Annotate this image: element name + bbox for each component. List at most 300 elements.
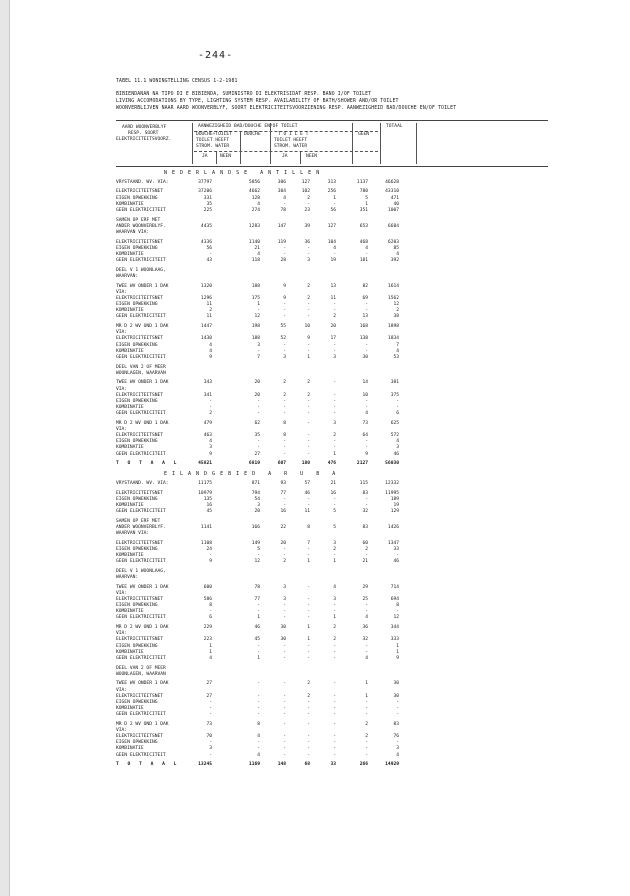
cell-value: 12 (254, 314, 260, 320)
cell-value: - (283, 251, 286, 257)
cell-value: 12332 (385, 480, 399, 486)
cell-value: - (333, 681, 336, 687)
cell-value: - (283, 706, 286, 712)
cell-value: - (283, 411, 286, 417)
cell-value: 344 (390, 625, 399, 631)
row-label: VIA: (116, 687, 128, 693)
cell-value: 37797 (198, 179, 212, 185)
cell-value: 1 (333, 615, 336, 621)
cell-value: 35 (254, 433, 260, 439)
row-label: MR D 2 WV OND 1 DAK (116, 324, 169, 330)
row-label: EIGEN OPWEKKING (116, 195, 158, 201)
cell-value: - (257, 609, 260, 615)
cell-value: 1 (257, 302, 260, 308)
cell-value: 149 (251, 540, 260, 546)
cell-value: 4 (209, 342, 212, 348)
table-header (116, 120, 548, 167)
row-label: GEEN ELEKTRICITEIT (116, 207, 166, 213)
total-row (116, 762, 556, 768)
cell-value: - (307, 752, 310, 758)
cell-value: 9 (209, 559, 212, 565)
cell-value: 3 (257, 342, 260, 348)
cell-value: - (365, 552, 368, 558)
cell-value: 256 (327, 189, 336, 195)
cell-value: 471 (390, 195, 399, 201)
cell-value: 4 (396, 348, 399, 354)
cell-value: 16 (280, 508, 286, 514)
cell-value: 2 (333, 637, 336, 643)
cell-value: 2 (283, 380, 286, 386)
cell-value: 11175 (198, 480, 212, 486)
cell-value: - (396, 699, 399, 705)
header-neen-2: NEEN (306, 154, 318, 159)
cell-value: 3 (333, 596, 336, 602)
cell-value: 11 (330, 295, 336, 301)
cell-value: 1296 (200, 295, 212, 301)
cell-value: - (307, 655, 310, 661)
cell-value: 70 (206, 734, 212, 740)
cell-value: 2 (307, 681, 310, 687)
cell-value: 586 (203, 596, 212, 602)
row-label: GEEN ELEKTRICITEIT (116, 354, 166, 360)
cell-value: 53 (393, 354, 399, 360)
cell-value: 331 (203, 195, 212, 201)
row-label: WOONLAGEN, WAARVAN (116, 671, 166, 677)
row-label: EIGEN OPWEKKING (116, 398, 158, 404)
cell-value: 6684 (387, 223, 399, 229)
row-label: VIA: (116, 386, 128, 392)
row-label: ELEKTRICITEITSNET (116, 693, 164, 699)
cell-value: 83 (362, 490, 368, 496)
cell-value: 12 (254, 559, 260, 565)
cell-value: - (333, 404, 336, 410)
cell-value: 1898 (387, 324, 399, 330)
cell-value: - (333, 655, 336, 661)
header-divider (270, 123, 271, 164)
cell-value: 4 (209, 655, 212, 661)
cell-value: - (307, 740, 310, 746)
row-label: EIGEN OPWEKKING (116, 342, 158, 348)
header-divider (380, 123, 381, 164)
cell-value: 375 (390, 392, 399, 398)
cell-value: - (307, 609, 310, 615)
cell-value: 1283 (248, 223, 260, 229)
row-label: KOMBINATIE (116, 706, 144, 712)
cell-value: 8 (283, 433, 286, 439)
cell-value: - (283, 398, 286, 404)
cell-value: 9 (307, 336, 310, 342)
cell-value: - (283, 496, 286, 502)
cell-value: 341 (203, 392, 212, 398)
cell-value: - (365, 308, 368, 314)
header-toilet: T O I L E T (278, 132, 309, 137)
cell-value: - (307, 201, 310, 207)
cell-value: 4 (257, 201, 260, 207)
cell-value: 168 (359, 324, 368, 330)
header-ja-2: JA (282, 154, 288, 159)
cell-value: 21 (362, 559, 368, 565)
cell-value: 1169 (248, 762, 260, 768)
cell-value: 21 (330, 480, 336, 486)
cell-value: 3 (396, 445, 399, 451)
title-dutch: WOONVERBLIJVEN NAAR AARD WOONVERBLYF, SOORT ELEKTRICITEITSVOORZIENING RESP. AANWEZIGHEID BAD/DOUCHE EN/OF TOILET (116, 106, 457, 111)
cell-value: - (365, 445, 368, 451)
cell-value: - (307, 420, 310, 426)
cell-value: - (365, 302, 368, 308)
cell-value: - (333, 392, 336, 398)
cell-value: 1 (365, 201, 368, 207)
cell-value: 1 (209, 649, 212, 655)
cell-value: 7 (307, 540, 310, 546)
cell-value: 1614 (387, 283, 399, 289)
cell-value: 52 (280, 336, 286, 342)
cell-value: 4 (396, 752, 399, 758)
cell-value: 85 (393, 245, 399, 251)
cell-value: - (365, 496, 368, 502)
cell-value: 83 (393, 721, 399, 727)
cell-value: 93 (280, 480, 286, 486)
cell-value: 225 (203, 207, 212, 213)
cell-value: 43 (206, 258, 212, 264)
cell-value: 351 (359, 207, 368, 213)
cell-value: 1 (307, 559, 310, 565)
cell-value: - (307, 643, 310, 649)
cell-value: 1007 (387, 207, 399, 213)
cell-value: 11995 (385, 490, 399, 496)
cell-value: - (307, 398, 310, 404)
cell-value: 3 (209, 445, 212, 451)
cell-value: - (209, 609, 212, 615)
cell-value: - (365, 404, 368, 410)
row-label: MR D 2 WV OND 1 DAK (116, 625, 169, 631)
cell-value: 2 (283, 392, 286, 398)
cell-value: 77 (254, 596, 260, 602)
cell-value: - (307, 411, 310, 417)
cell-value: 6819 (248, 461, 260, 467)
cell-value: 1141 (200, 524, 212, 530)
cell-value: 4 (365, 411, 368, 417)
cell-value: - (257, 398, 260, 404)
cell-value: 4 (333, 245, 336, 251)
row-label: ELEKTRICITEITSNET (116, 540, 164, 546)
cell-value: 77 (280, 490, 286, 496)
cell-value: 20 (254, 380, 260, 386)
cell-value: 8 (209, 603, 212, 609)
header-group-label: AANWEZIGHEID BAD/DOUCHE EN/OF TOILET (198, 124, 298, 129)
cell-value: 1430 (200, 336, 212, 342)
row-label: VIA: (116, 728, 128, 734)
cell-value: 83 (362, 524, 368, 530)
cell-value: 46 (254, 625, 260, 631)
row-label: MR D 2 WV OND 1 DAK (116, 420, 169, 426)
cell-value: 5 (257, 546, 260, 552)
cell-value: - (283, 308, 286, 314)
row-label: T O T A A L (116, 762, 180, 768)
table-body (116, 170, 556, 768)
cell-value: 4 (209, 348, 212, 354)
cell-value: 2 (365, 721, 368, 727)
cell-value: 3 (333, 354, 336, 360)
cell-value: - (283, 546, 286, 552)
cell-value: - (283, 693, 286, 699)
cell-value: 30 (393, 693, 399, 699)
cell-value: - (396, 404, 399, 410)
cell-value: - (307, 552, 310, 558)
cell-value: - (209, 699, 212, 705)
cell-value: - (257, 649, 260, 655)
cell-value: - (283, 302, 286, 308)
cell-value: 392 (390, 258, 399, 264)
cell-value: 40 (393, 201, 399, 207)
cell-value: 55 (280, 324, 286, 330)
row-label: NEDERLANDSE ANTILLEN (164, 170, 325, 176)
cell-value: 46 (393, 451, 399, 457)
cell-value: 43310 (385, 189, 399, 195)
cell-value: 1 (333, 559, 336, 565)
row-label: ELEKTRICITEITSNET (116, 295, 164, 301)
cell-value: 4 (365, 655, 368, 661)
cell-value: 82 (362, 283, 368, 289)
cell-value: - (283, 603, 286, 609)
cell-value: 135 (203, 496, 212, 502)
header-divider (192, 123, 193, 164)
cell-value: 16 (206, 502, 212, 508)
cell-value: 25 (362, 596, 368, 602)
row-label: ELEKTRICITEITSNET (116, 239, 164, 245)
cell-value: - (307, 439, 310, 445)
cell-value: - (307, 699, 310, 705)
header-type-line-1: AARD WOONVERBLYF (122, 125, 167, 130)
cell-value: - (283, 721, 286, 727)
cell-value: 27 (254, 451, 260, 457)
cell-value: 2 (307, 392, 310, 398)
cell-value: 9 (396, 655, 399, 661)
row-label: VIA: (116, 289, 128, 295)
cell-value: - (209, 712, 212, 718)
cell-value: - (283, 643, 286, 649)
cell-value: - (257, 693, 260, 699)
cell-value: 56030 (385, 461, 399, 467)
cell-value: 36 (362, 625, 368, 631)
cell-value: 60 (362, 540, 368, 546)
cell-value: 3 (307, 258, 310, 264)
cell-value: - (209, 404, 212, 410)
cell-value: 10 (304, 324, 310, 330)
cell-value: 2 (307, 195, 310, 201)
cell-value: 2 (365, 734, 368, 740)
cell-value: - (333, 342, 336, 348)
cell-value: - (283, 445, 286, 451)
cell-value: - (307, 712, 310, 718)
cell-value: - (365, 746, 368, 752)
cell-value: - (396, 552, 399, 558)
cell-value: 5856 (248, 179, 260, 185)
cell-value: - (365, 348, 368, 354)
cell-value: 871 (251, 480, 260, 486)
cell-value: 274 (251, 207, 260, 213)
cell-value: - (283, 615, 286, 621)
cell-value: 2 (307, 693, 310, 699)
cell-value: 333 (390, 637, 399, 643)
cell-value: - (257, 404, 260, 410)
cell-value: - (333, 439, 336, 445)
cell-value: - (209, 398, 212, 404)
header-totaal: TOTAAL (386, 124, 403, 129)
scan-page-edge (0, 0, 10, 896)
cell-value: - (283, 439, 286, 445)
cell-value: 17 (330, 336, 336, 342)
cell-value: 229 (203, 625, 212, 631)
cell-value: 1 (307, 637, 310, 643)
cell-value: 104 (327, 239, 336, 245)
row-label: EIGEN OPWEKKING (116, 439, 158, 445)
cell-value: 7 (257, 354, 260, 360)
cell-value: - (333, 308, 336, 314)
cell-value: 118 (251, 258, 260, 264)
cell-value: 115 (359, 480, 368, 486)
cell-value: 4 (365, 245, 368, 251)
cell-value: - (307, 496, 310, 502)
cell-value: 73 (206, 721, 212, 727)
row-label: EIGEN OPWEKKING (116, 546, 158, 552)
cell-value: 45 (254, 637, 260, 643)
cell-value: - (283, 746, 286, 752)
row-label: KOMBINATIE (116, 308, 144, 314)
cell-value: - (283, 752, 286, 758)
row-label: T O T A A L (116, 461, 180, 467)
header-strom-water-2: STROM. WATER (274, 144, 308, 149)
cell-value: 73 (362, 420, 368, 426)
cell-value: 4 (396, 251, 399, 257)
cell-value: 148 (277, 762, 286, 768)
cell-value: - (307, 302, 310, 308)
cell-value: - (283, 681, 286, 687)
cell-value: 9 (365, 451, 368, 457)
header-geen: GEEN (358, 132, 370, 137)
cell-value: 127 (327, 223, 336, 229)
cell-value: - (396, 712, 399, 718)
cell-value: - (307, 706, 310, 712)
cell-value: 694 (390, 596, 399, 602)
row-label: WAARVAN VIA: (116, 229, 150, 235)
cell-value: - (257, 706, 260, 712)
cell-value: 2 (283, 559, 286, 565)
row-label: TWEE WV ONDER 1 DAK (116, 584, 169, 590)
row-label: GEEN ELEKTRICITEIT (116, 314, 166, 320)
cell-value: 62 (254, 420, 260, 426)
cell-value: 198 (251, 324, 260, 330)
cell-value: - (283, 245, 286, 251)
cell-value: - (333, 649, 336, 655)
row-label: EIGEN OPWEKKING (116, 740, 158, 746)
cell-value: - (365, 398, 368, 404)
cell-value: 4 (283, 195, 286, 201)
cell-value: - (333, 752, 336, 758)
header-neen-1: NEEN (220, 154, 232, 159)
cell-value: - (307, 314, 310, 320)
cell-value: - (333, 380, 336, 386)
cell-value: 1447 (200, 324, 212, 330)
cell-value: 57 (304, 480, 310, 486)
row-label: ANDER WOONVERBLYF. (116, 524, 166, 530)
cell-value: 625 (390, 420, 399, 426)
cell-value: 653 (359, 223, 368, 229)
cell-value: - (307, 451, 310, 457)
cell-value: - (396, 609, 399, 615)
cell-value: - (365, 603, 368, 609)
cell-value: 1 (257, 615, 260, 621)
row-label: GEEN ELEKTRICITEIT (116, 655, 166, 661)
cell-value: 2 (396, 308, 399, 314)
row-label: GEEN ELEKTRICITEIT (116, 508, 166, 514)
cell-value: - (396, 398, 399, 404)
header-divider (416, 123, 417, 164)
cell-value: - (333, 721, 336, 727)
cell-value: 30 (280, 637, 286, 643)
cell-value: - (333, 411, 336, 417)
cell-value: 10979 (198, 490, 212, 496)
cell-value: 19 (330, 258, 336, 264)
cell-value: - (307, 445, 310, 451)
cell-value: 6203 (387, 239, 399, 245)
cell-value: - (257, 308, 260, 314)
cell-value: 7 (396, 342, 399, 348)
row-label: ELEKTRICITEITSNET (116, 189, 164, 195)
header-toilet-heeft-2: TOILET HEEFT (274, 138, 308, 143)
cell-value: 13 (362, 314, 368, 320)
cell-value: 2 (333, 314, 336, 320)
cell-value: - (283, 201, 286, 207)
cell-value: 33 (330, 762, 336, 768)
row-label: ELEKTRICITEITSNET (116, 433, 164, 439)
cell-value: 1 (333, 195, 336, 201)
cell-value: - (333, 734, 336, 740)
row-label: DEEL VAN 2 OF MEER (116, 364, 166, 370)
header-divider (352, 123, 353, 164)
row-label: GEEN ELEKTRICITEIT (116, 258, 166, 264)
cell-value: - (307, 433, 310, 439)
cell-value: 1 (307, 625, 310, 631)
cell-value: - (283, 699, 286, 705)
cell-value: 27 (206, 681, 212, 687)
cell-value: 16 (330, 490, 336, 496)
table-title-block (116, 78, 586, 112)
row-label: ELEKTRICITEITSNET (116, 490, 164, 496)
row-label: KOMBINATIE (116, 649, 144, 655)
row-label: KOMBINATIE (116, 348, 144, 354)
cell-value: 714 (390, 584, 399, 590)
table-caption: TABEL 11.1 WONINGTELLING CENSUS 1-2-1981 (116, 79, 238, 84)
cell-value: - (307, 342, 310, 348)
cell-value: - (257, 411, 260, 417)
cell-value: 189 (390, 496, 399, 502)
cell-value: 76 (393, 734, 399, 740)
cell-value: 8 (283, 420, 286, 426)
cell-value: - (365, 699, 368, 705)
cell-value: 32 (362, 508, 368, 514)
cell-value: 1 (365, 693, 368, 699)
cell-value: 20 (254, 392, 260, 398)
cell-value: 8 (396, 603, 399, 609)
cell-value: 3 (333, 540, 336, 546)
header-douche-toilet: DOUCHE+TOILET (196, 132, 232, 137)
cell-value: 11 (304, 508, 310, 514)
row-label: EIGEN OPWEKKING (116, 643, 158, 649)
cell-value: 30 (362, 354, 368, 360)
cell-value: - (307, 308, 310, 314)
row-label: GEEN ELEKTRICITEIT (116, 559, 166, 565)
cell-value: 180 (301, 461, 310, 467)
